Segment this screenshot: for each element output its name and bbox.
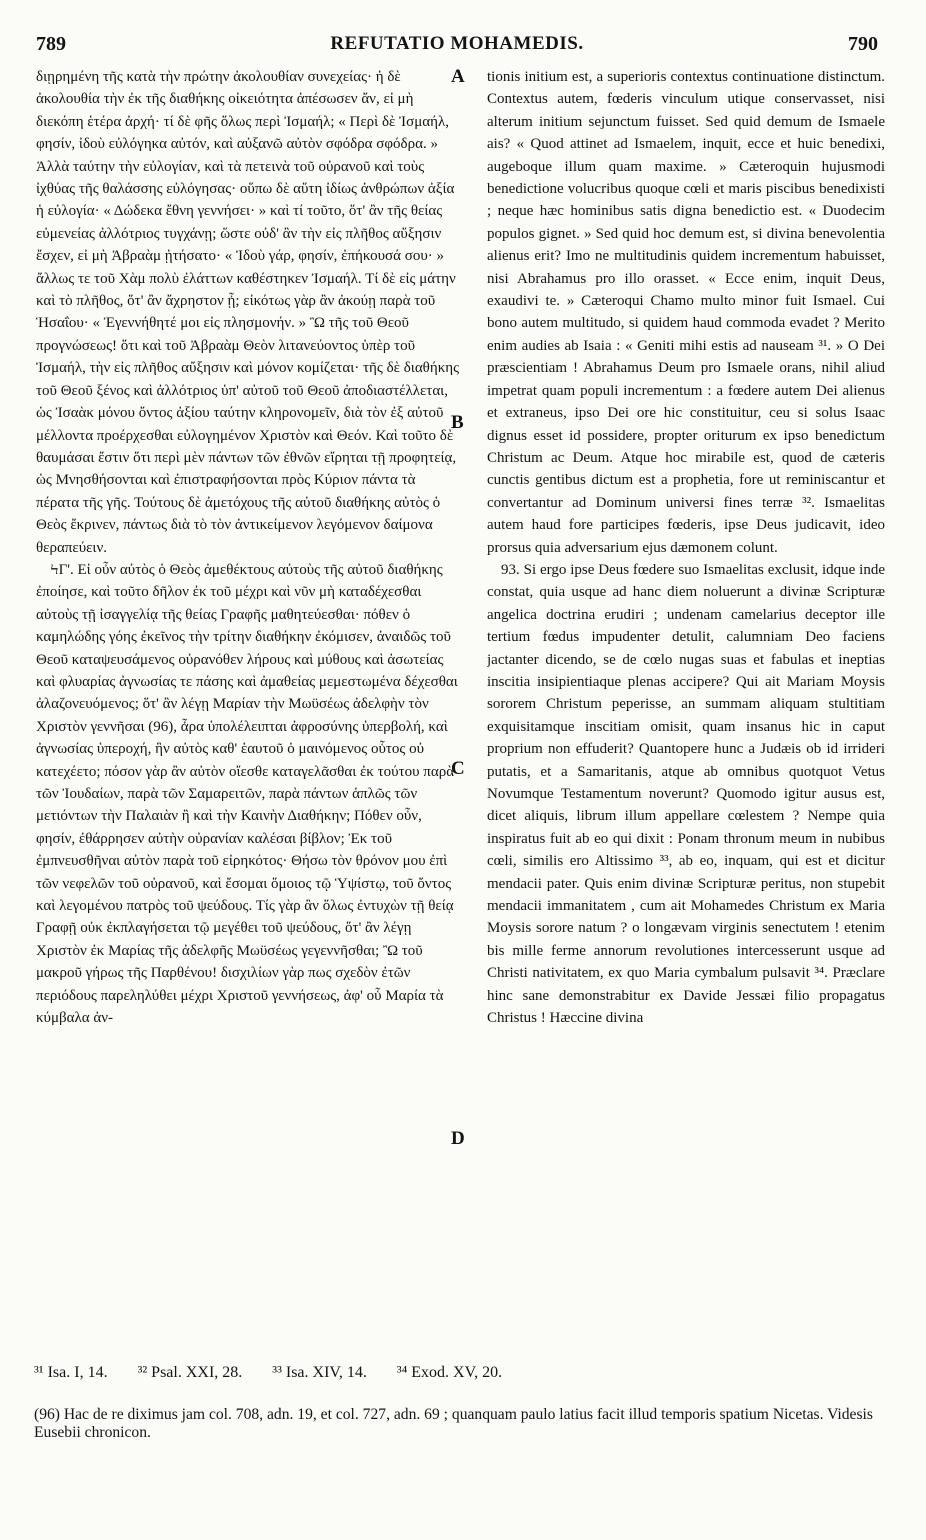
margin-letter-d: D xyxy=(451,1128,465,1149)
latin-paragraph-1: tionis initium est, a superioris contextus continuatione distinctum. Contextus autem, fœderis vinculum utique conservasset, nisi alterum initium sejunctum fuisset. Sed quid demum de Ismaele ais? « Quod attinet ad Ismaelem, inquit, ecce et huic benedixi, augeboque illum quam maxime. » Cæteroquin hujusmodi benedictione volucribus quoque cœli et maris piscibus benedixisti ; neque hæc hominibus satis digna benedictio est. « Duodecim populos gignet. » Sed quid hoc demum est, si divina benevolentia alienus erit? Imo ne multitudinis quidem incrementum habuisset, nisi Abrahamus pro illo orasset. « Ecce enim, inquit Deus, exaudivi te. » Cæteroqui Chamo multo minor fuit Ismael. Cui bono autem multitudo, si quidem haud commoda evadet ? Merito enim audies ab Isaia : « Geniti mihi estis ad nauseam ³¹. » O Dei præscientiam ! Abrahamus Deum pro Ismaele orans, nihil aliud impetrat quam populi incrementum : a fœdere autem Dei alienus et extraneus, ipso Dei ore hic constituitur, ceu si solus Isaac dignus esset id possidere, propter oriturum ex ipso benedictum Christum ac Deum. Atque hoc mirabile est, quod de cæteris cunctis gentibus dictum est a prophetia, fore ut reminiscantur et convertantur ad Dominum universi fines terræ ³². Ismaelitas autem haud fore participes fœderis, ipse Deus judicavit, ideo prorsus quia adversarium ejus dæmonem colunt. xyxy=(487,69,885,556)
page-header xyxy=(36,33,878,61)
margin-letter-a: A xyxy=(451,66,465,87)
margin-letter-b: B xyxy=(451,412,464,433)
footnote-34: ³⁴ Exod. XV, 20. xyxy=(396,1364,503,1381)
margin-letter-c: C xyxy=(451,758,465,779)
greek-paragraph-1: διῃρημένη τῆς κατὰ τὴν πρώτην ἀκολουθίαν συνεχείας· ἡ δὲ ἀκολουθία τὴν ἐκ τῆς διαθήκης οἰκειότητα ἀπέσωσεν ἄν, εἰ μὴ διεκόπη ἑτέρα ἀρχή· τί δὲ φῆς ὅλως περὶ Ἰσμαήλ; « Περὶ δὲ Ἰσμαήλ, φησίν, ἰδοὺ εὐλόγηκα αὐτόν, καὶ αὐξανῶ αὐτὸν σφόδρα σφόδρα. » Ἀλλὰ ταύτην τὴν εὐλογίαν, καὶ τὰ πετεινὰ τοῦ οὐρανοῦ καὶ τοὺς ἰχθύας τῆς θαλάσσης εὐλόγησας· οὕπω δὲ αὕτη ἰδίως ἀνθρώπων ἀξία ἡ εὐλογία· « Δώδεκα ἔθνη γεννήσει· » καὶ τί τοῦτο, ὅτ' ἂν τῆς θείας εὐμενείας ἀλλότριος τυγχάνῃ; ὥστε οὐδ' ἂν τὴν εἰς πλῆθος αὔξησιν ἔσχεν, εἰ μὴ Ἀβραὰμ ᾐτήσατο· « Ἰδοὺ γάρ, φησίν, ἐπήκουσά σου· » ἄλλως τε τοῦ Χὰμ πολὺ ἐλάττων καθέστηκεν Ἰσμαήλ. Τί δὲ εἰς μάτην καὶ τὸ πλῆθος, ὅτ' ἂν ἄχρηστον ᾖ; εἰκότως γὰρ ἂν ἀκούῃ παρὰ τοῦ Ἡσαΐου· « Ἐγεννήθητέ μοι εἰς πλησμονήν. » Ὢ τῆς τοῦ Θεοῦ προγνώσεως! ὅτι καὶ τοῦ Ἀβραὰμ Θεὸν λιτανεύοντος ὑπὲρ τοῦ Ἰσμαήλ, τὴν εἰς πλῆθος αὔξησιν καὶ μόνον κομίζεται· τῆς δὲ διαθήκης τοῦ Θεοῦ ξένος καὶ ἀλλότριος ὑπ' αὐτοῦ τοῦ Θεοῦ ἀποδιαστέλλεται, ὡς Ἰσαὰκ μόνου ὄντος ἀξίου ταύτην κληρονομεῖν, διὰ τὸν ἐξ αὐτοῦ μέλλοντα προέρχεσθαι εὐλογημένον Χριστὸν καὶ Θεόν. Καὶ τοῦτο δὲ θαυμάσαι ἔστιν ὅτι περὶ μὲν πάντων τῶν ἐθνῶν εἴρηται τῇ προφητείᾳ, ὡς Μνησθήσονται καὶ ἐπιστραφήσονται πρὸς Κύριον πάντα τὰ πέρατα τῆς γῆς. Τούτους δὲ ἀμετόχους τῆς αὐτοῦ διαθήκης αὐτὸς ὁ Θεὸς ἔκρινεν, πάντως διὰ τὸ τὸν ἀντικείμενον λεγόμενον δαίμονα θεραπεύειν. xyxy=(36,69,460,556)
right-page-number: 790 xyxy=(848,33,878,55)
greek-column xyxy=(36,66,460,1356)
footnote-31: ³¹ Isa. I, 14. xyxy=(34,1364,108,1381)
latin-paragraph-2: 93. Si ergo ipse Deus fœdere suo Ismaelitas exclusit, idque inde constat, quia usque ad hanc diem noluerunt a divinæ Scripturæ angelica doctrina erudiri ; undenam camelarius deceptor ille tertium fœdus impudenter detulit, calumniam Deo faciens jactanter dicendo, se de cœlo nugas suas et fabulas et ineptias inscitia insipientiaque plenas accipere? Qui ait Mariam Moysis sororem Christum peperisse, an summam aliquam stultitiam exquisitamque inscitiam omisit, quam insanus hic in caput proprium non effuderit? Quantopere hunc a Judæis ob id irrideri putatis, et a Samaritanis, atque ab omnibus quotquot Vetus Novumque Testamentum noverunt? Quomodo igitur ausus est, dicet aliquis, librum illum appellare cœlestem ? Nempe quia inspiratus fuit ab eo qui dixit : Ponam thronum meum in nubibus cœli, similis ero Altissimo ³³, ab eo, inquam, qui est et dicitur mendacii pater. Quis enim divinæ Scripturæ peritus, non stupebit mendacii immanitatem , cum ait Mohamedes Christum ex Maria Moysis sorore natum ? o longævam virginis senectutem ! etenim bis mille ferme annorum revolutiones intercesserunt usque ad Christi nativitatem, ex quo Maria cymbalum pulsavit ³⁴. Præclare hinc sane demonstrabitur ex Davide Jessæi filio propagatus Christus ! Hæccine divina xyxy=(487,561,885,1027)
running-title: REFUTATIO MOHAMEDIS. xyxy=(330,33,584,54)
footnotes xyxy=(34,1362,894,1442)
left-page-number: 789 xyxy=(36,33,66,55)
latin-column xyxy=(487,66,885,1356)
footnote-32: ³² Psal. XXI, 28. xyxy=(137,1364,243,1381)
footnote-33: ³³ Isa. XIV, 14. xyxy=(272,1364,367,1381)
greek-paragraph-2: ϞΓ'. Εἰ οὖν αὐτὸς ὁ Θεὸς ἀμεθέκτους αὐτοὺς τῆς αὐτοῦ διαθήκης ἐποίησε, καὶ τοῦτο δῆλον ἐκ τοῦ μέχρι καὶ νῦν μὴ καταδέχεσθαι αὐτοὺς τῇ ἰσαγγελίᾳ τῆς θείας Γραφῆς μαθητεύεσθαι· πόθεν ὁ καμηλώδης γόης ἐκεῖνος τὴν τρίτην διαθήκην ἐκόμισεν, ἀναιδῶς τοῦ Θεοῦ καταψευσάμενος οὐρανόθεν λήρους καὶ μύθους καὶ ἀσωτείας καὶ φλυαρίας ἀγνωσίας τε πάσης καὶ ἀμαθείας μεμεστωμένα δέχεσθαι ἀλαζονευόμενος; ὅτ' ἂν λέγῃ Μαρίαν τὴν Μωϋσέως ἀδελφὴν τὸν Χριστὸν γεννῆσαι (96), ἆρα ὑπολέλειπται ἀφροσύνης ὑπερβολή, καὶ ἀγνωσίας ὑπεροχή, ἣν αὐτὸς καθ' ἑαυτοῦ ὁ μαινόμενος οὗτος οὐ κατεχέετο; πόσον γὰρ ἂν αὐτὸν οἴεσθε καταγελᾶσθαι ἐκ τούτου παρὰ τῶν Ἰουδαίων, παρὰ τῶν Σαμαρειτῶν, παρὰ πάντων ἁπλῶς τῶν μετιόντων τὴν Παλαιὰν ἢ καὶ τὴν Καινὴν Διαθήκην; Πόθεν οὖν, φησίν, ἐθάρρησεν αὐτὴν οὐρανίαν καλέσαι βίβλον; Ἐκ τοῦ ἐμπνευσθῆναι αὐτὸν παρὰ τοῦ εἰρηκότος· Θήσω τὸν θρόνον μου ἐπὶ τῶν νεφελῶν τοῦ οὐρανοῦ, καὶ ἔσομαι ὅμοιος τῷ Ὑψίστῳ, τοῦ ὄντος καὶ λεγομένου πατρὸς τοῦ ψεύδους. Τίς γὰρ ἂν ὅλως ἐντυχὼν τῇ θείᾳ Γραφῇ οὐκ ἐκπλαγήσεται τῷ μεγέθει τοῦ ψεύδους, ὅτ' ἂν λέγῃ Χριστὸν ἐκ Μαρίας τῆς ἀδελφῆς Μωϋσέως γεγεννῆσθαι; Ὢ τοῦ μακροῦ γήρως τῆς Παρθένου! δισχιλίων γὰρ πως σχεδὸν ἐτῶν περιόδους παρεληλύθει μέχρι Χριστοῦ γεννήσεως, ἀφ' οὗ Μαρία τὰ κύμβαλα ἀν- xyxy=(36,561,458,1027)
scripture-references xyxy=(34,1362,894,1384)
editorial-note-96: (96) Hac de re diximus jam col. 708, adn. 19, et col. 727, adn. 69 ; quanquam paulo latius facit illud temporis spatium Nicetas. Videsis Eusebii chronicon. xyxy=(34,1406,873,1441)
